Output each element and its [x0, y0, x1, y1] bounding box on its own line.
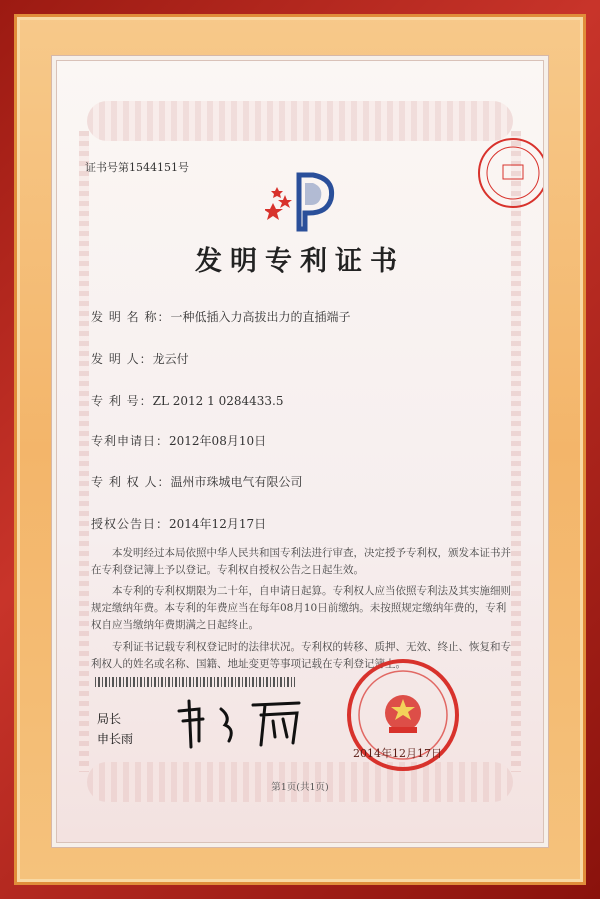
right-ornament [511, 131, 521, 772]
patent-logo-icon [265, 165, 345, 235]
field-patentee [91, 473, 302, 490]
left-ornament [79, 131, 89, 772]
director-block [97, 709, 133, 749]
signature-icon [169, 691, 319, 751]
field-value: 龙云付 [152, 352, 189, 366]
field-value: 温州市珠城电气有限公司 [170, 475, 303, 489]
field-value: 一种低插入力高拔出力的直插端子 [170, 310, 351, 324]
field-label: 专 利 号： [91, 394, 153, 408]
director-name: 申长雨 [97, 732, 134, 746]
field-label: 发 明 名 称： [91, 310, 171, 324]
field-value: 2014年12月17日 [169, 517, 267, 531]
field-inventor [91, 350, 189, 367]
page-number: 第1页(共1页) [271, 782, 329, 793]
director-title: 局长 [97, 712, 122, 726]
field-label: 授权公告日： [91, 517, 170, 531]
certificate-number: 证书号第1544151号 [85, 161, 189, 174]
frame-mat [14, 14, 586, 885]
paragraph-status: 专利证书记载专利权登记时的法律状况。专利权的转移、质押、无效、终止、恢复和专利权人的姓名或名称、国籍、地址变更等事项记载在专利登记簿上。 [91, 641, 511, 670]
field-application-date [91, 432, 266, 449]
field-grant-date [91, 515, 266, 532]
seal-date: 2014年12月17日 [353, 747, 442, 760]
barcode [95, 677, 295, 687]
field-invention-name [91, 308, 350, 325]
field-value: 2012年08月10日 [169, 434, 267, 448]
certificate-title: 发明专利证书 [195, 246, 405, 277]
side-seal-icon [475, 135, 544, 211]
top-ornament [87, 101, 513, 141]
field-label: 专 利 权 人： [91, 475, 171, 489]
field-label: 发 明 人： [91, 352, 153, 366]
certificate-paper [56, 60, 544, 843]
field-label: 专利申请日： [91, 434, 170, 448]
field-value: ZL 2012 1 0284433.5 [152, 394, 284, 408]
field-patent-number [91, 392, 283, 409]
paragraph-term: 本专利的专利权期限为二十年，自申请日起算。专利权人应当依照专利法及其实施细则规定缴纳年费。本专利的年费应当在每年08月10日前缴纳。未按照规定缴纳年费的，专利权自应当缴纳年费期满之日起终止。 [91, 585, 511, 631]
paragraph-grant: 本发明经过本局依照中华人民共和国专利法进行审查，决定授予专利权，颁发本证书并在专利登记簿上予以登记。专利权自授权公告之日起生效。 [91, 547, 511, 576]
